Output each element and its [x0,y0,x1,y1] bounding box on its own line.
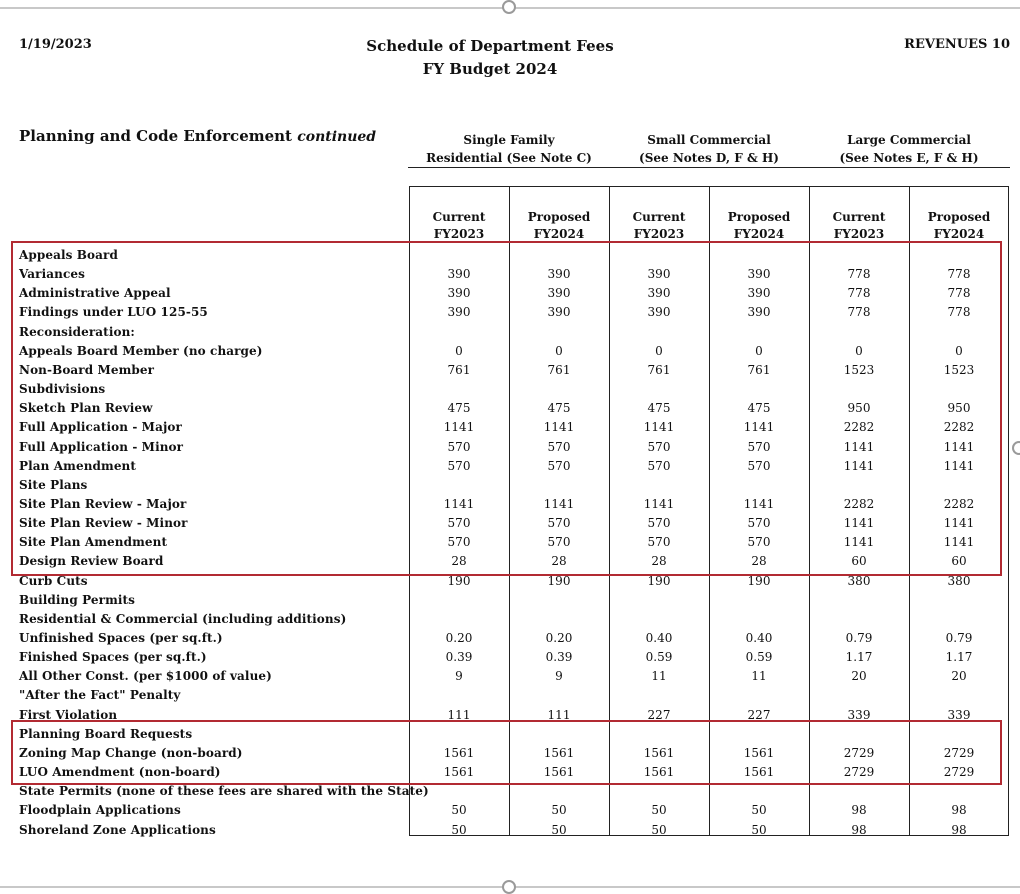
column-header [709,209,809,243]
column-header-line: Proposed [927,210,991,224]
table-row [19,803,1009,822]
fee-cell: 98 [951,803,967,818]
fee-cell: 28 [651,554,667,569]
fee-cell: 390 [547,286,571,301]
fee-cell: 2282 [943,420,975,435]
fee-cell: 950 [947,401,971,416]
column-header-line: FY2024 [733,227,785,241]
table-row [19,765,1009,784]
fee-cell: 190 [747,573,771,588]
row-label: Reconsideration: [19,324,135,339]
fee-cell: 1141 [643,496,675,511]
fee-cell: 570 [547,458,571,473]
fee-cell: 761 [647,362,671,377]
fee-cell: 50 [751,822,767,837]
fee-cell: 0.79 [845,631,873,645]
table-row [19,344,1009,363]
row-label: Building Permits [19,592,136,607]
column-header-line: FY2023 [433,227,485,241]
fee-cell: 390 [447,305,471,320]
fee-cell: 1141 [843,535,875,550]
fee-cell: 390 [747,305,771,320]
row-label: Subdivisions [19,382,106,397]
fee-cell: 98 [851,803,867,818]
fee-cell: 570 [647,516,671,531]
fee-cell: 570 [647,439,671,454]
table-row [19,420,1009,439]
column-header-line: FY2023 [833,227,885,241]
fee-cell: 1141 [743,420,775,435]
fee-cell: 1561 [743,765,775,780]
fee-cell: 339 [947,707,971,722]
row-label: Site Plan Review - Minor [19,516,188,531]
table-row [19,478,1009,497]
row-label: Zoning Map Change (non-board) [19,745,243,760]
fee-cell: 0 [855,343,863,358]
row-label: Site Plan Review - Major [19,496,187,511]
table-row [19,727,1009,746]
row-label: State Permits (none of these fees are shared with the State) [19,784,429,799]
fee-cell: 111 [547,707,571,722]
fee-cell: 11 [751,669,767,684]
fee-cell: 380 [847,573,871,588]
fee-cell: 20 [851,669,867,684]
fee-cell: 778 [847,267,871,282]
fee-cell: 190 [547,573,571,588]
table-row [19,631,1009,650]
row-label: Non-Board Member [19,362,155,377]
column-header-line: FY2023 [633,227,685,241]
fee-cell: 1561 [543,745,575,760]
row-label: Site Plans [19,477,88,492]
fee-cell: 1141 [543,420,575,435]
row-label: Shoreland Zone Applications [19,822,216,837]
column-header-line: Current [632,210,686,224]
fee-cell: 570 [747,535,771,550]
fee-cell: 475 [647,401,671,416]
fee-cell: 28 [451,554,467,569]
fee-cell: 0 [655,343,663,358]
fee-cell: 1141 [943,535,975,550]
fee-cell: 2729 [843,745,875,760]
group-header-line: Residential (See Note C) [426,151,592,165]
group-header-line: (See Notes E, F & H) [839,151,979,165]
row-label: Variances [19,267,85,282]
column-header-line: FY2024 [933,227,985,241]
fee-cell: 50 [551,822,567,837]
fee-cell: 9 [555,669,563,684]
fee-cell: 1141 [843,516,875,531]
table-row [19,440,1009,459]
table-row [19,248,1009,267]
fee-cell: 761 [547,362,571,377]
table-row [19,554,1009,573]
fee-cell: 390 [547,267,571,282]
row-label: Site Plan Amendment [19,535,168,550]
row-label: Administrative Appeal [19,286,171,301]
fee-cell: 60 [851,554,867,569]
fee-cell: 0.59 [745,650,773,665]
row-label: Plan Amendment [19,458,137,473]
fee-cell: 98 [851,822,867,837]
section-title-suffix: continued [297,129,377,145]
column-header [809,209,909,243]
row-label: "After the Fact" Penalty [19,688,181,703]
fee-cell: 570 [747,516,771,531]
fee-cell: 570 [547,439,571,454]
group-header-large-commercial [809,131,1009,167]
report-date: 1/19/2023 [19,37,92,52]
table-row [19,459,1009,478]
fee-cell: 1561 [743,745,775,760]
table-row [19,708,1009,727]
fee-cell: 60 [951,554,967,569]
fee-cell: 390 [447,286,471,301]
table-row [19,593,1009,612]
fee-cell: 761 [747,362,771,377]
row-label: Appeals Board [19,248,118,262]
report-title: Schedule of Department Fees [366,37,614,55]
row-label: Curb Cuts [19,573,88,588]
fee-cell: 778 [847,286,871,301]
column-header-line: Proposed [527,210,591,224]
fee-cell: 1.17 [945,650,973,665]
table-row [19,497,1009,516]
row-label: Full Application - Major [19,420,182,435]
group-header-line: (See Notes D, F & H) [639,151,779,165]
fee-cell: 778 [947,305,971,320]
column-header-line: Current [432,210,486,224]
fee-cell: 1561 [543,765,575,780]
fee-cell: 380 [947,573,971,588]
fee-cell: 1141 [943,439,975,454]
fee-cell: 570 [647,458,671,473]
fee-cell: 390 [747,286,771,301]
fee-cell: 1141 [543,496,575,511]
fee-cell: 0.79 [945,631,973,645]
fee-cell: 570 [547,535,571,550]
table-row [19,286,1009,305]
group-header-line: Small Commercial [647,133,771,147]
column-header [509,209,609,243]
fee-cell: 1523 [843,362,875,377]
fee-cell: 761 [447,362,471,377]
row-label: All Other Const. (per $1000 of value) [19,669,272,684]
resize-handle-bottom[interactable] [502,880,516,894]
fee-cell: 1141 [843,458,875,473]
fee-cell: 570 [647,535,671,550]
fee-cell: 0.20 [545,631,573,645]
fee-cell: 9 [455,669,463,684]
fee-cell: 390 [647,305,671,320]
fee-cell: 570 [447,458,471,473]
fee-cell: 475 [547,401,571,416]
fee-cell: 50 [551,803,567,818]
fee-cell: 570 [547,516,571,531]
report-subtitle: FY Budget 2024 [422,60,558,78]
fee-cell: 0.39 [545,650,573,665]
column-header-line: FY2024 [533,227,585,241]
fee-cell: 1561 [643,745,675,760]
fee-cell: 0 [955,343,963,358]
fee-cell: 227 [747,707,771,722]
row-label: Findings under LUO 125-55 [19,305,208,320]
fee-cell: 475 [747,401,771,416]
table-row [19,305,1009,324]
fee-cell: 227 [647,707,671,722]
table-row [19,823,1009,842]
fee-cell: 2282 [843,496,875,511]
table-row [19,535,1009,554]
group-header-single-family [409,131,609,167]
row-label: Appeals Board Member (no charge) [19,343,263,358]
group-header-rule [408,167,1010,168]
column-header [609,209,709,243]
section-title-text: Planning and Code Enforcement [19,127,292,145]
fee-cell: 0.59 [645,650,673,665]
fee-cell: 1141 [943,458,975,473]
fee-cell: 28 [551,554,567,569]
table-row [19,574,1009,593]
fee-cell: 570 [447,439,471,454]
row-label: Design Review Board [19,554,164,569]
fee-cell: 778 [947,286,971,301]
column-header-line: Current [832,210,886,224]
fee-cell: 390 [447,267,471,282]
fee-cell: 570 [447,516,471,531]
fee-cell: 778 [947,267,971,282]
fee-cell: 11 [651,669,667,684]
fee-cell: 570 [747,439,771,454]
table-row [19,612,1009,631]
group-header-line: Large Commercial [847,133,971,147]
table-row [19,363,1009,382]
table-row [19,401,1009,420]
row-label: First Violation [19,707,118,722]
resize-handle-top[interactable] [502,0,516,14]
fee-cell: 0.20 [445,631,473,645]
fee-cell: 28 [751,554,767,569]
fee-cell: 950 [847,401,871,416]
table-row [19,688,1009,707]
fee-cell: 0.39 [445,650,473,665]
fee-cell: 0 [755,343,763,358]
fee-cell: 570 [747,458,771,473]
fee-cell: 2282 [843,420,875,435]
fee-cell: 0.40 [645,631,673,645]
row-label: Residential & Commercial (including additions) [19,611,347,626]
resize-handle-right[interactable] [1012,441,1020,455]
fee-cell: 50 [651,822,667,837]
fee-cell: 1141 [843,439,875,454]
fee-cell: 190 [647,573,671,588]
fee-cell: 0.40 [745,631,773,645]
row-label: Full Application - Minor [19,439,184,454]
fee-cell: 1141 [743,496,775,511]
fee-cell: 2729 [943,745,975,760]
row-label: Sketch Plan Review [19,401,153,416]
page-reference: REVENUES 10 [904,37,1010,52]
fee-cell: 390 [647,286,671,301]
fee-cell: 1141 [443,420,475,435]
table-row [19,784,1009,803]
table-row [19,267,1009,286]
group-header-line: Single Family [463,133,555,147]
column-header [909,209,1009,243]
fee-cell: 50 [451,803,467,818]
table-row [19,650,1009,669]
fee-cell: 390 [547,305,571,320]
fee-cell: 0 [455,343,463,358]
fee-cell: 570 [447,535,471,550]
row-label: Finished Spaces (per sq.ft.) [19,650,207,665]
fee-cell: 50 [451,822,467,837]
fee-cell: 1.17 [845,650,873,665]
section-title [19,127,376,145]
fee-cell: 0 [555,343,563,358]
table-row [19,746,1009,765]
fee-cell: 475 [447,401,471,416]
row-label: Planning Board Requests [19,726,193,741]
fee-cell: 778 [847,305,871,320]
row-label: LUO Amendment (non-board) [19,765,221,780]
row-label: Floodplain Applications [19,803,181,818]
table-row [19,382,1009,401]
fee-cell: 50 [751,803,767,818]
fee-cell: 50 [651,803,667,818]
fee-cell: 1561 [443,765,475,780]
column-header-line: Proposed [727,210,791,224]
fee-cell: 98 [951,822,967,837]
fee-cell: 190 [447,573,471,588]
fee-cell: 1141 [443,496,475,511]
column-header [409,209,509,243]
fee-cell: 1561 [443,745,475,760]
table-row [19,669,1009,688]
table-row [19,516,1009,535]
fee-cell: 2282 [943,496,975,511]
fee-cell: 111 [447,707,471,722]
fee-cell: 2729 [943,765,975,780]
row-label: Unfinished Spaces (per sq.ft.) [19,631,223,645]
fee-cell: 1141 [643,420,675,435]
group-header-small-commercial [609,131,809,167]
fee-cell: 2729 [843,765,875,780]
fee-cell: 390 [747,267,771,282]
fee-cell: 390 [647,267,671,282]
fee-cell: 1141 [943,516,975,531]
fee-cell: 20 [951,669,967,684]
fee-cell: 1523 [943,362,975,377]
fee-cell: 1561 [643,765,675,780]
fee-cell: 339 [847,707,871,722]
table-row [19,325,1009,344]
